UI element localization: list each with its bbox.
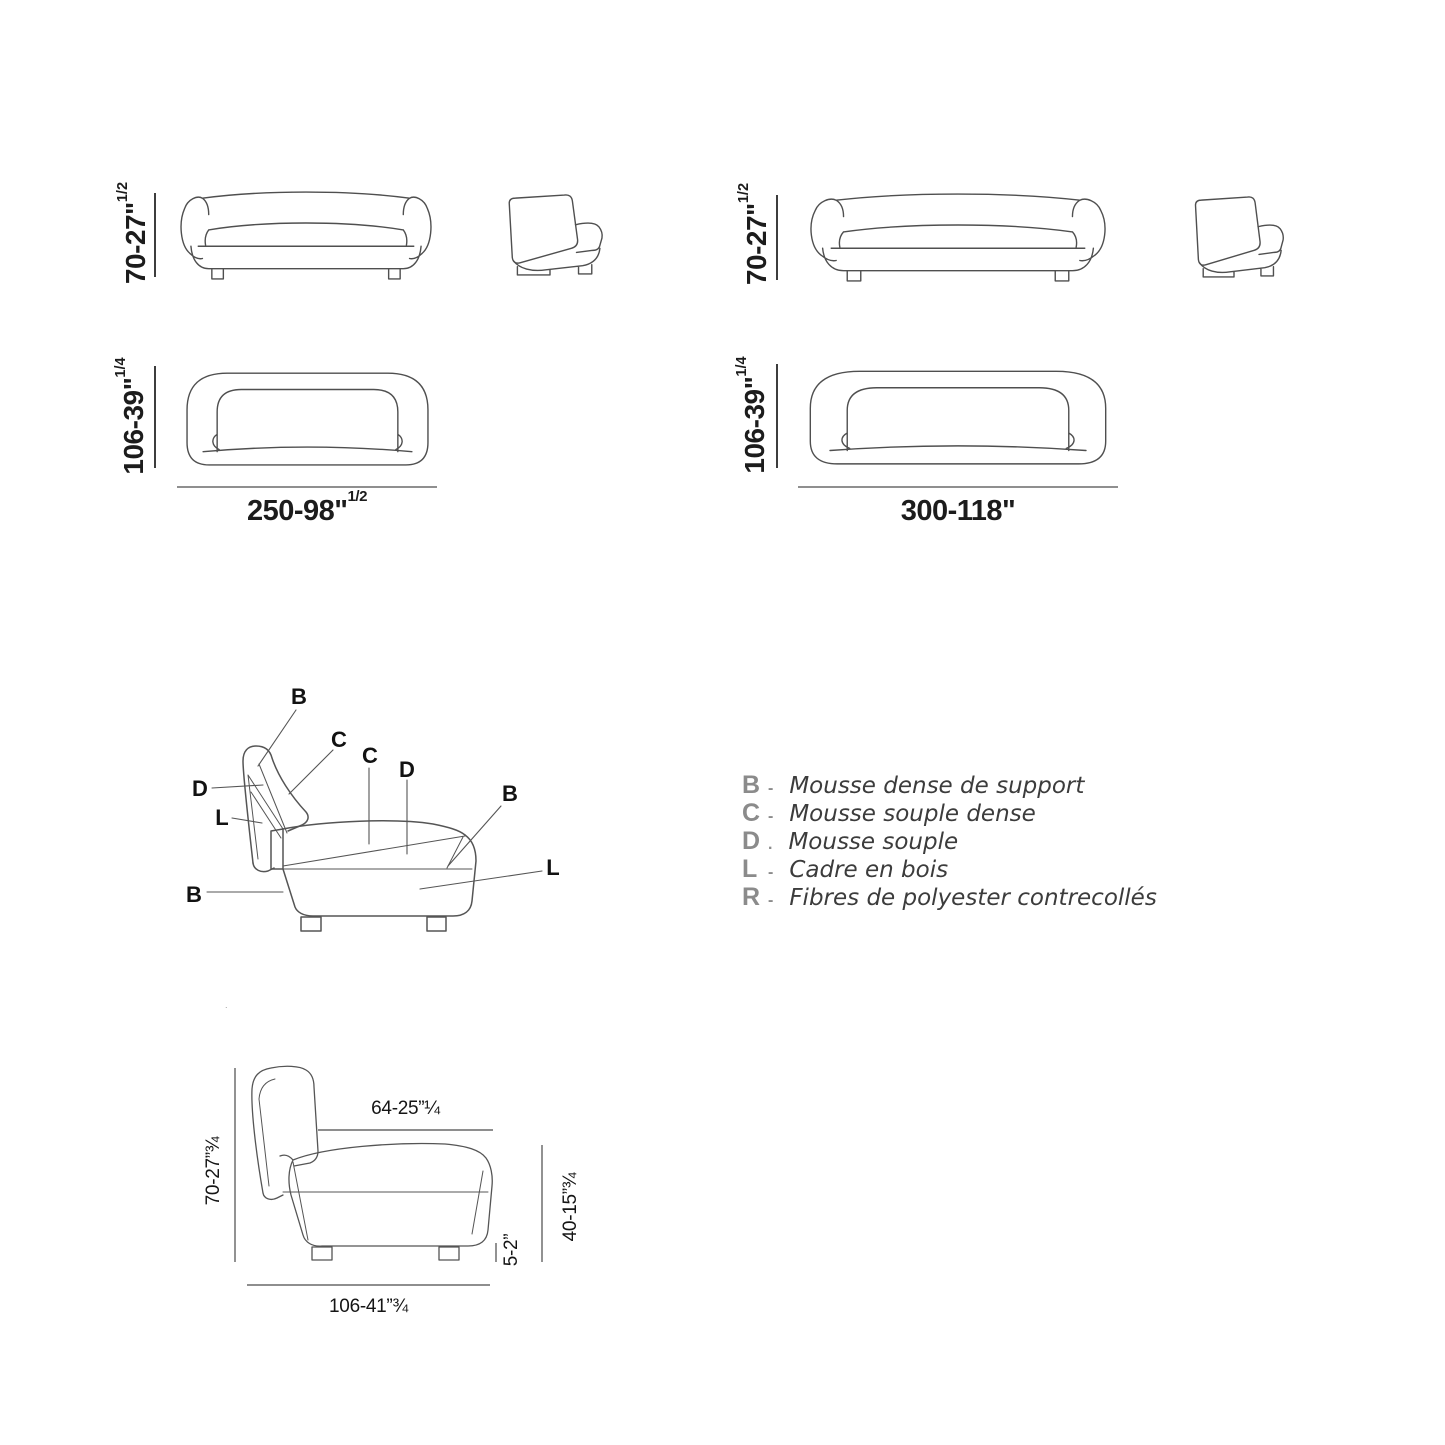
sofa-front-art bbox=[181, 192, 431, 279]
dim-depth-main: 106-39" bbox=[739, 376, 770, 474]
dim-width-sup: 1/2 bbox=[347, 488, 368, 506]
sofa-250-side-view bbox=[496, 193, 604, 277]
dim-label-height-250 bbox=[114, 181, 152, 285]
dim-label-total-depth: 106-41”¾ bbox=[329, 1296, 408, 1317]
dim-label-leg-height: 5-2” bbox=[501, 1233, 522, 1267]
construction-chair-art bbox=[243, 746, 476, 931]
callout-l-frame: L bbox=[215, 805, 229, 830]
dim-line-height-250 bbox=[154, 193, 156, 277]
dim-height-main: 70-27" bbox=[741, 203, 772, 286]
legend-row-r bbox=[742, 883, 1157, 911]
dim-label-depth-300 bbox=[733, 356, 771, 474]
legend-sep: - bbox=[768, 864, 774, 881]
sofa-250-front-view bbox=[170, 188, 442, 282]
dim-label-total-height: 70-27”¾ bbox=[203, 1136, 224, 1206]
legend-sep: - bbox=[768, 808, 774, 825]
legend-text-c: Mousse souple dense bbox=[789, 801, 1036, 827]
sofa-300-side-view bbox=[1183, 195, 1285, 279]
callout-b-base: B bbox=[186, 882, 202, 907]
legend-row-b bbox=[742, 771, 1157, 799]
callout-d-seat: D bbox=[399, 757, 415, 782]
legend-letter-l: L bbox=[742, 855, 758, 883]
dim-label-seat-height: 40-15”¾ bbox=[560, 1172, 581, 1242]
callout-d-back: D bbox=[192, 776, 208, 801]
dim-line-depth-300 bbox=[776, 364, 778, 468]
dim-line-height-300 bbox=[776, 195, 778, 280]
sofa-300-front-view bbox=[798, 190, 1118, 284]
stray-dot: . bbox=[225, 1000, 228, 1010]
legend-sep: . bbox=[768, 836, 773, 853]
legend-row-l bbox=[742, 855, 1157, 883]
legend-text-b: Mousse dense de support bbox=[789, 773, 1085, 799]
sofa-top-art bbox=[187, 373, 428, 465]
legend-sep: - bbox=[768, 780, 774, 797]
dim-height-sup: 1/2 bbox=[735, 182, 752, 204]
legend-letter-d: D bbox=[742, 827, 761, 855]
legend-sep: - bbox=[768, 892, 774, 909]
sofa-top-art bbox=[810, 371, 1105, 464]
callout-l-base: L bbox=[546, 855, 560, 880]
sofa-front-art bbox=[811, 194, 1105, 281]
dim-label-width-250 bbox=[177, 488, 437, 528]
materials-legend bbox=[742, 771, 1157, 911]
sofa-250-top-view bbox=[177, 363, 438, 469]
legend-text-d: Mousse souple bbox=[788, 829, 959, 855]
dim-depth-main: 106-39" bbox=[118, 377, 149, 475]
legend-letter-b: B bbox=[742, 771, 761, 799]
callout-c-backrest: C bbox=[331, 727, 347, 752]
dim-label-width-300 bbox=[798, 495, 1118, 528]
detail-chair-art bbox=[252, 1066, 492, 1260]
dim-height-main: 70-27" bbox=[120, 202, 151, 285]
dim-label-seat-depth: 64-25”¼ bbox=[371, 1098, 440, 1119]
legend-row-c bbox=[742, 799, 1157, 827]
sofa-300-top-view bbox=[798, 361, 1118, 468]
dim-width-main: 250-98" bbox=[246, 495, 348, 527]
dim-line-depth-250 bbox=[154, 366, 156, 468]
callout-c-seat: C bbox=[362, 743, 378, 768]
legend-letter-r: R bbox=[742, 883, 761, 911]
dim-depth-sup: 1/4 bbox=[733, 356, 750, 377]
sofa-side-art bbox=[509, 195, 602, 275]
dim-label-height-300 bbox=[735, 182, 773, 286]
legend-text-r: Fibres de polyester contrecollés bbox=[789, 885, 1157, 911]
legend-letter-c: C bbox=[742, 799, 761, 827]
dim-depth-sup: 1/4 bbox=[112, 357, 129, 378]
dim-line-width-300 bbox=[798, 486, 1118, 488]
callout-b-side: B bbox=[502, 781, 518, 806]
dim-label-depth-250 bbox=[112, 357, 150, 475]
sofa-side-art bbox=[1196, 197, 1284, 277]
legend-text-l: Cadre en bois bbox=[789, 857, 949, 883]
callout-b-back-top: B bbox=[291, 684, 307, 709]
legend-row-d bbox=[742, 827, 1157, 855]
dim-width-main: 300-118" bbox=[900, 495, 1016, 527]
dim-height-sup: 1/2 bbox=[114, 181, 131, 203]
dim-line-width-250 bbox=[177, 486, 437, 488]
